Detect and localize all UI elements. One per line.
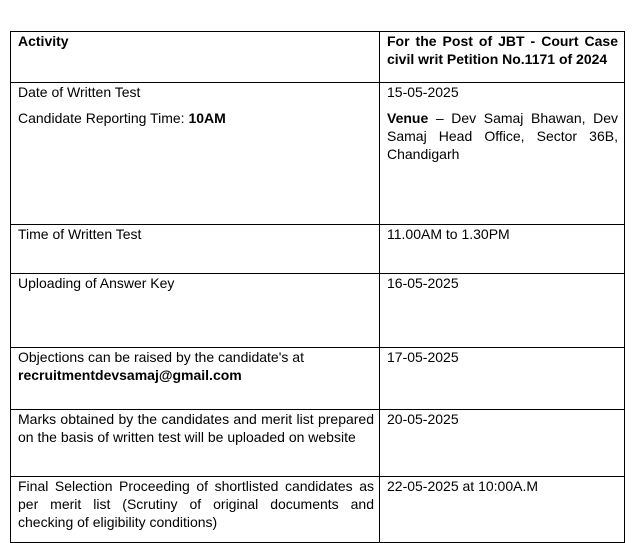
time-of-test-label: Time of Written Test [18, 226, 142, 242]
venue-address: – Dev Samaj Bhawan, Dev Samaj Head Office, Sector 36B, Chandigarh [387, 110, 618, 162]
header-post-cell [380, 32, 625, 83]
objections-date: 17-05-2025 [387, 349, 459, 365]
activity-cell [11, 225, 380, 274]
activity-cell [11, 348, 380, 410]
table-row [11, 32, 625, 83]
reporting-time-line [18, 109, 374, 127]
table-row [11, 225, 625, 274]
venue-label: Venue [387, 110, 429, 126]
time-of-test-value: 11.00AM to 1.30PM [387, 226, 510, 242]
date-cell [380, 410, 625, 477]
date-cell [380, 348, 625, 410]
activity-cell [11, 274, 380, 348]
objections-label: Objections can be raised by the candidate's at [18, 349, 304, 365]
activity-cell [11, 410, 380, 477]
written-test-date-label: Date of Written Test [18, 84, 141, 100]
written-test-date: 15-05-2025 [387, 84, 459, 100]
header-activity-cell [11, 32, 380, 83]
answer-key-date: 16-05-2025 [387, 275, 459, 291]
final-selection-label: Final Selection Proceeding of shortlisted candidates as per merit list (Scrutiny of original documents and checking of eligibility conditions) [18, 478, 374, 530]
table-row [11, 348, 625, 410]
marks-date: 20-05-2025 [387, 411, 459, 427]
table-row [11, 274, 625, 348]
answer-key-label: Uploading of Answer Key [18, 275, 175, 291]
venue-text [387, 109, 618, 163]
date-cell [380, 274, 625, 348]
objections-email: recruitmentdevsamaj@gmail.com [18, 367, 242, 383]
table-row [11, 83, 625, 225]
final-selection-date: 22-05-2025 at 10:00A.M [387, 478, 538, 494]
marks-label: Marks obtained by the candidates and merit list prepared on the basis of written test will be uploaded on website [18, 411, 374, 445]
schedule-table [10, 31, 625, 543]
header-post: For the Post of JBT - Court Case civil writ Petition No.1171 of 2024 [387, 33, 618, 67]
reporting-time-value: 10AM [188, 110, 226, 126]
table-row [11, 477, 625, 543]
reporting-time-label: Candidate Reporting Time: [18, 110, 189, 126]
date-cell [380, 83, 625, 225]
activity-cell [11, 83, 380, 225]
table-row [11, 410, 625, 477]
header-activity: Activity [18, 33, 69, 49]
date-cell [380, 225, 625, 274]
activity-cell [11, 477, 380, 543]
date-cell [380, 477, 625, 543]
